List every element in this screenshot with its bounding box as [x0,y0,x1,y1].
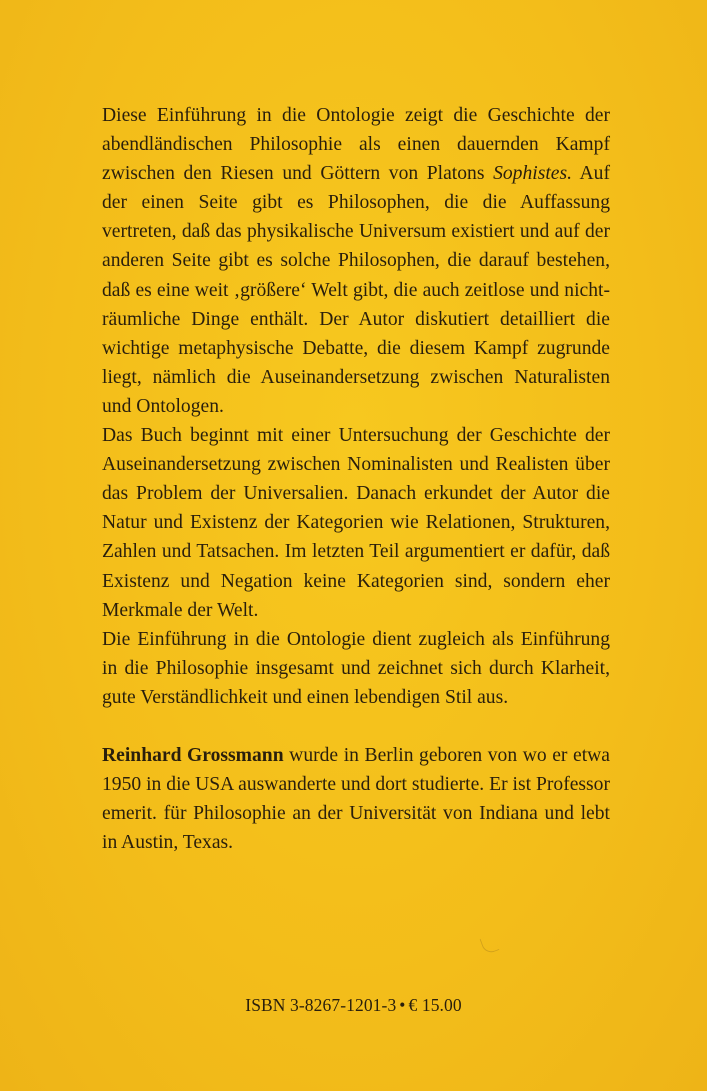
ink-mark [480,934,500,955]
isbn-price-line [0,994,707,1016]
price: € 15.00 [408,995,462,1015]
blurb-paragraph-3: Die Einführung in die Ontologie dient zugleich als Einführung in die Philosophie insgesamt und zeichnet sich durch Klarheit, gute Verständlichkeit und einen lebendigen Stil aus. [102,628,610,708]
author-name: Reinhard Grossmann [102,744,284,766]
isbn-separator: • [399,995,406,1015]
blurb-title-reference: Sophistes. [493,163,572,185]
author-bio-text: wurde in Berlin geboren von wo er etwa 1950 in die USA auswanderte und dort studierte. Er ist Professor emerit. für Philosophie an der Universität von Indiana und lebt in Austin, Texas. [102,744,610,854]
blurb-paragraph-1-start: Diese Einführung in die Ontologie zeigt die Geschichte der abendländischen Philosophie als einen dauernden Kampf zwischen den Riesen und Göttern von Platons [102,105,610,185]
isbn-code: ISBN 3-8267-1201-3 [245,995,397,1015]
blurb-paragraph-1 [102,101,610,421]
blurb-text-block [102,101,610,857]
blurb-paragraph-1-end: Auf der einen Seite gibt es Philosophen, die die Auffassung vertreten, daß das physikalische Universum existiert und auf der anderen Seite gibt es solche Philosophen, die darauf bestehen, daß es eine weit ‚größere‘ Welt gibt, die auch zeitlose und nicht-räumliche Dinge enthält. Der Autor diskutiert detailliert die wichtige metaphysische Debatte, die diesem Kampf zugrunde liegt, nämlich die Auseinandersetzung zwischen Naturalisten und Ontologen. [102,163,610,417]
author-bio [102,741,610,857]
blurb-paragraph-2: Das Buch beginnt mit einer Untersuchung der Geschichte der Auseinandersetzung zwischen Nominalisten und Realisten über das Problem der Universalien. Danach erkundet der Autor die Natur und Existenz der Kategorien wie Relationen, Strukturen, Zahlen und Tatsachen. Im letzten Teil argumentiert er dafür, daß Existenz und Negation keine Kategorien sind, sondern eher Merkmale der Welt. [102,425,610,621]
